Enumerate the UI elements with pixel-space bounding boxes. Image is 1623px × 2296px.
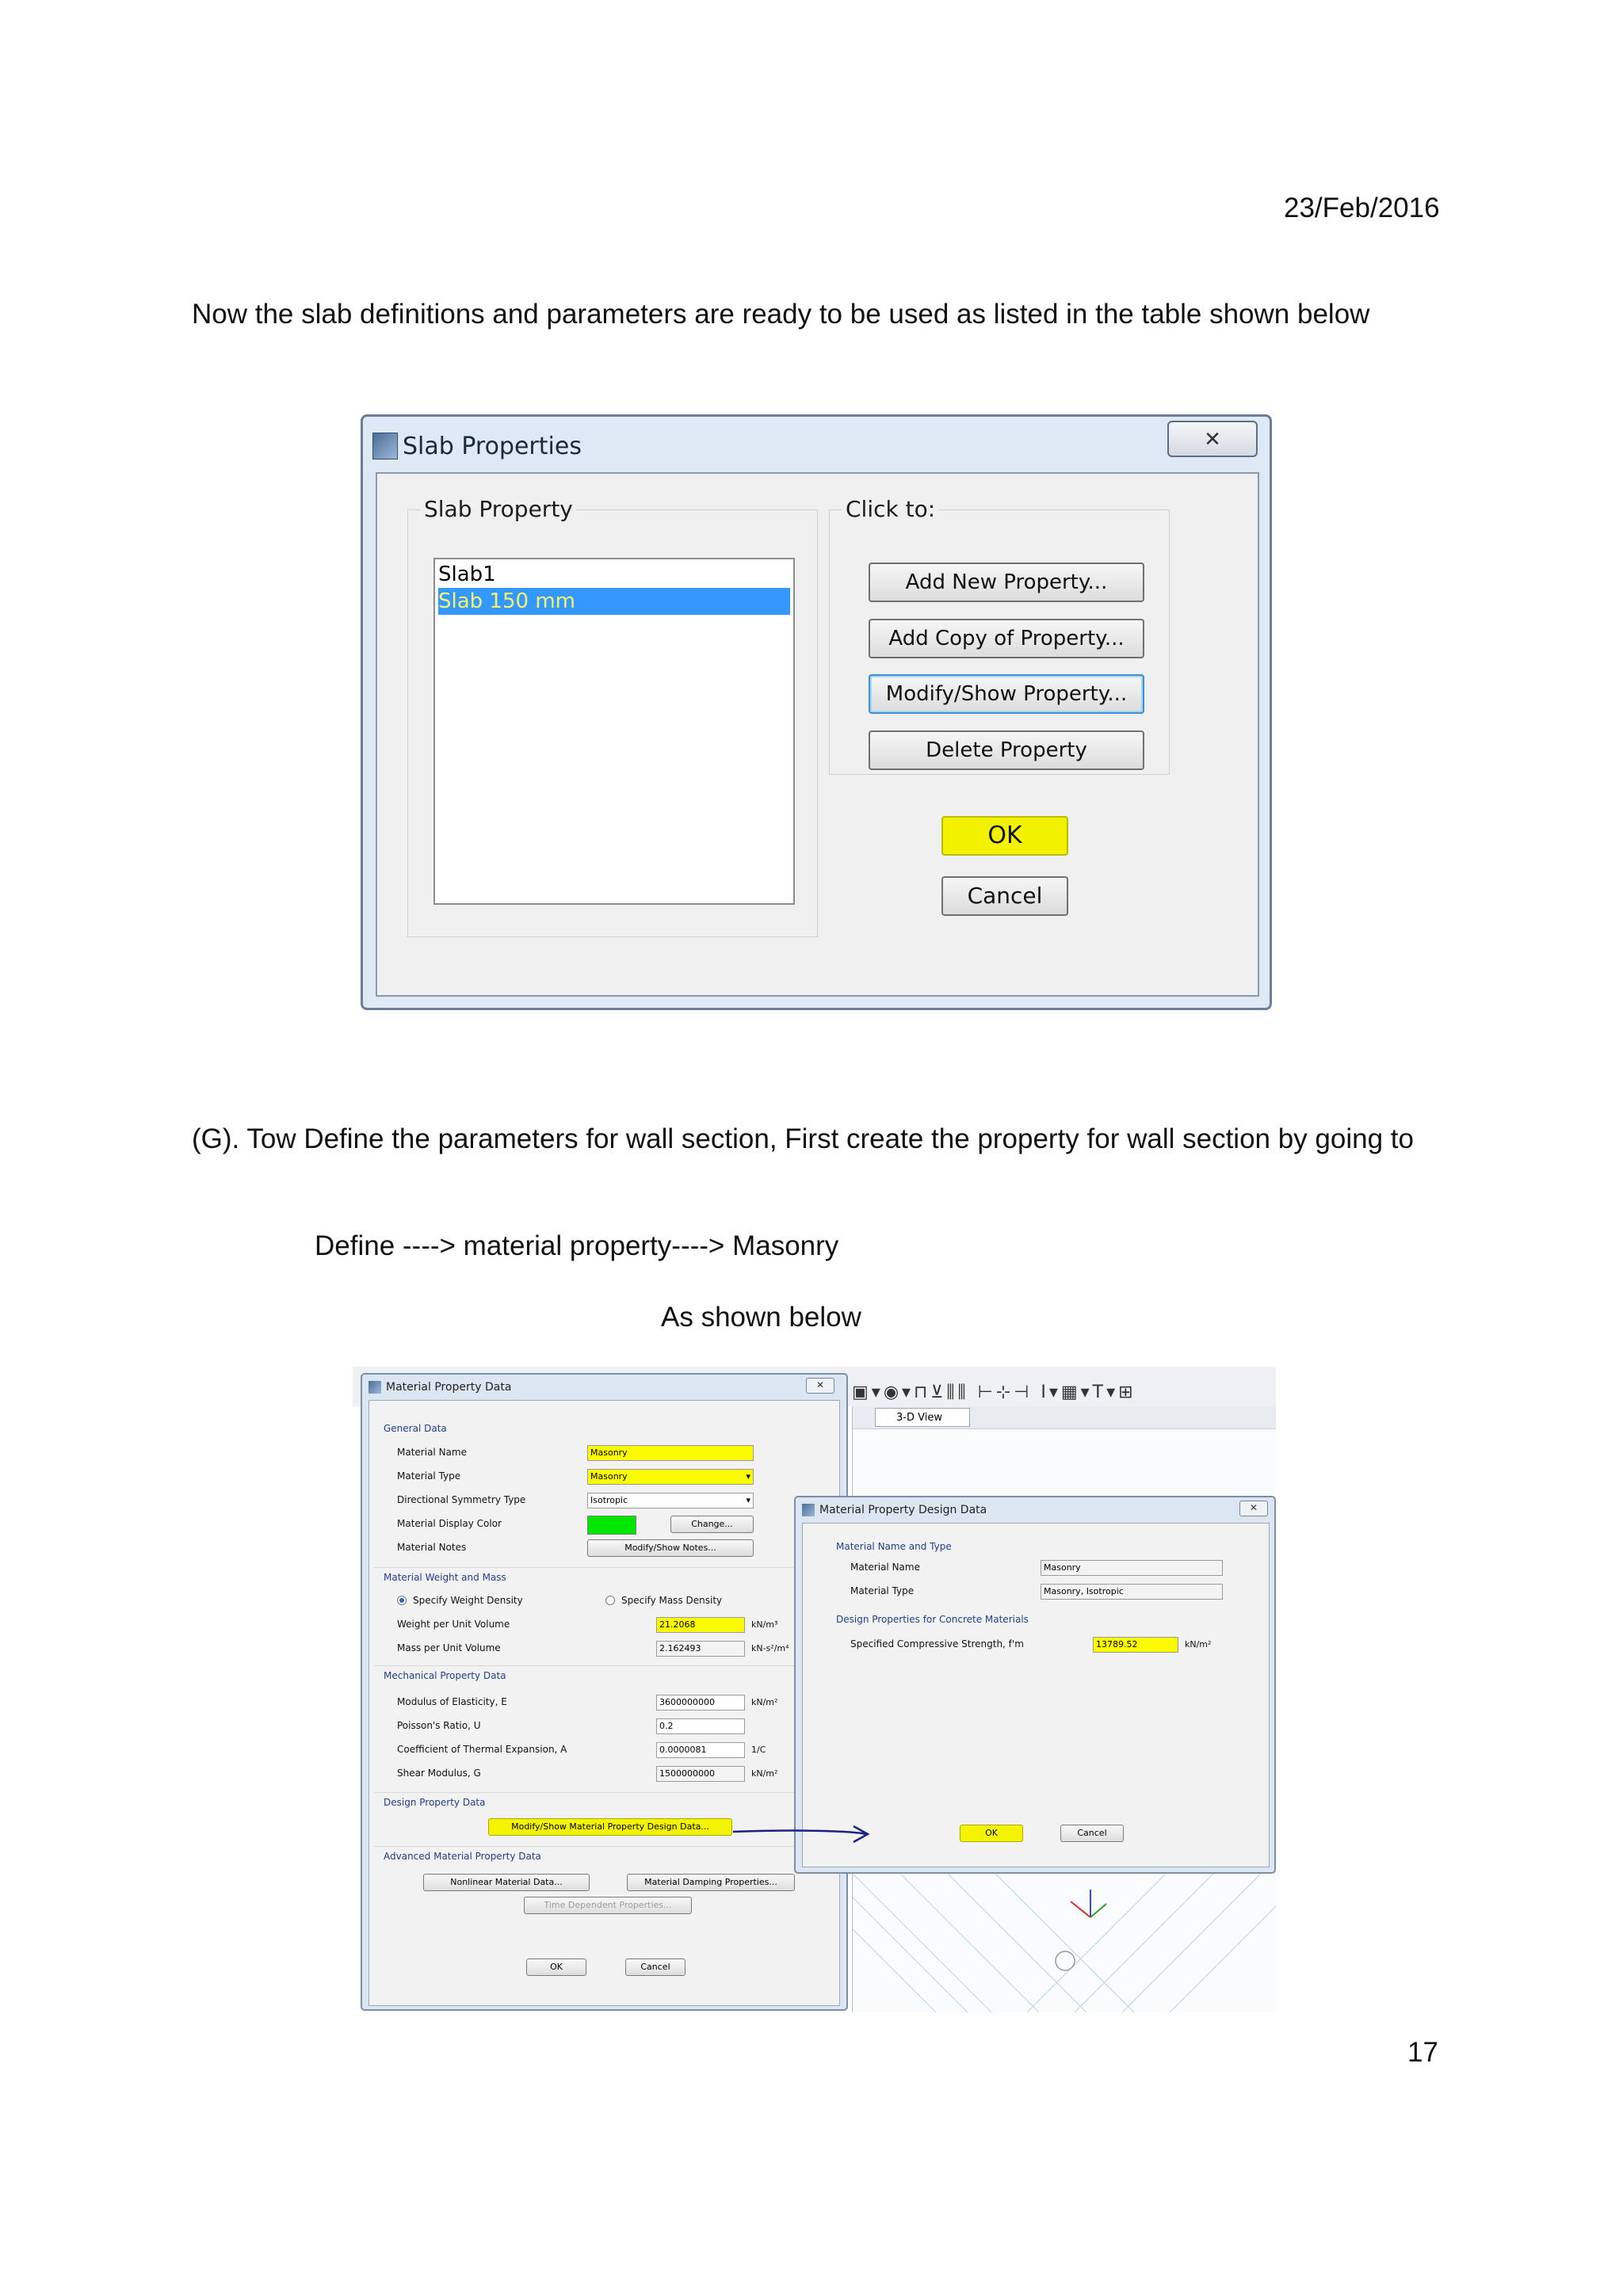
close-icon[interactable]: ✕ [1167, 421, 1258, 457]
damping-properties-button[interactable]: Material Damping Properties... [627, 1874, 795, 1891]
thermal-unit: 1/C [751, 1745, 766, 1755]
symmetry-type-select[interactable]: Isotropic ▾ [587, 1493, 754, 1508]
nonlinear-data-button[interactable]: Nonlinear Material Data... [423, 1874, 590, 1891]
advanced-data-label: Advanced Material Property Data [384, 1851, 541, 1862]
shear-modulus-field: 1500000000 [656, 1766, 745, 1782]
general-data-label: General Data [384, 1423, 447, 1434]
design-material-type-label: Material Type [850, 1585, 915, 1596]
dialog-body [802, 1523, 1270, 1867]
cancel-button[interactable]: Cancel [941, 876, 1068, 916]
window-icon [802, 1504, 815, 1516]
weight-mass-label: Material Weight and Mass [384, 1572, 506, 1583]
material-name-label: Material Name [397, 1447, 467, 1458]
dialog-title: Material Property Design Data [819, 1504, 987, 1516]
mass-per-volume-field: 2.162493 [656, 1641, 745, 1657]
material-notes-label: Material Notes [397, 1542, 467, 1553]
shear-unit: kN/m² [751, 1768, 778, 1779]
axis-icon [1071, 1890, 1106, 1917]
display-color-swatch [587, 1516, 636, 1535]
dialog-title: Material Property Data [386, 1381, 512, 1394]
poisson-field[interactable]: 0.2 [656, 1718, 745, 1734]
change-color-button[interactable]: Change... [670, 1516, 754, 1533]
divider [374, 1846, 834, 1847]
section-g-paragraph: (G). Tow Define the parameters for wall section, First create the property for wall section by going to [192, 1123, 1414, 1154]
tab-3d-view[interactable]: 3-D View [875, 1408, 970, 1427]
name-type-label: Material Name and Type [836, 1541, 952, 1552]
dialog-body [369, 1400, 840, 2006]
delete-property-button[interactable]: Delete Property [869, 730, 1144, 770]
ok-button[interactable]: OK [960, 1825, 1023, 1842]
weight-per-volume-label: Weight per Unit Volume [397, 1619, 510, 1630]
add-new-property-button[interactable]: Add New Property... [869, 563, 1144, 602]
symmetry-type-label: Directional Symmetry Type [397, 1494, 526, 1505]
material-property-screenshot [353, 1367, 1276, 2012]
list-item-slab1[interactable]: Slab1 [438, 563, 496, 586]
cancel-button[interactable]: Cancel [1060, 1825, 1124, 1842]
design-material-name-field: Masonry [1041, 1560, 1223, 1576]
slab-property-label: Slab Property [421, 496, 576, 522]
dialog-body [376, 472, 1259, 997]
cancel-button[interactable]: Cancel [625, 1958, 685, 1976]
slab-properties-dialog [361, 414, 1272, 1010]
compressive-strength-label: Specified Compressive Strength, f'm [850, 1638, 1024, 1650]
weight-density-radio[interactable] [397, 1596, 407, 1605]
mass-density-label: Specify Mass Density [621, 1595, 723, 1606]
add-copy-property-button[interactable]: Add Copy of Property... [869, 619, 1144, 658]
mechanical-data-label: Mechanical Property Data [384, 1670, 506, 1681]
ok-button[interactable]: OK [526, 1958, 586, 1976]
list-item-slab-150mm[interactable]: Slab 150 mm [438, 588, 790, 615]
mass-unit: kN-s²/m⁴ [751, 1643, 789, 1653]
slab-properties-screenshot [353, 402, 1276, 1014]
close-icon[interactable]: ✕ [806, 1378, 834, 1394]
modify-show-property-button[interactable]: Modify/Show Property... [869, 674, 1144, 714]
page-date: 23/Feb/2016 [1284, 193, 1440, 223]
divider [374, 1665, 834, 1666]
design-data-label: Design Property Data [384, 1797, 486, 1808]
slab-property-list[interactable] [433, 558, 795, 905]
display-color-label: Material Display Color [397, 1518, 502, 1529]
close-icon[interactable]: ✕ [1239, 1501, 1268, 1516]
time-dependent-button: Time Dependent Properties... [524, 1897, 692, 1914]
mass-density-radio[interactable] [605, 1596, 615, 1605]
material-type-label: Material Type [397, 1470, 461, 1482]
joint-marker [1056, 1951, 1075, 1970]
ok-button[interactable]: OK [941, 816, 1068, 856]
material-name-field[interactable]: Masonry [587, 1445, 754, 1461]
poisson-label: Poisson's Ratio, U [397, 1720, 481, 1731]
modulus-unit: kN/m² [751, 1697, 778, 1707]
material-type-select[interactable]: Masonry ▾ [587, 1469, 754, 1485]
page-number: 17 [1407, 2037, 1438, 2068]
modulus-label: Modulus of Elasticity, E [397, 1696, 507, 1707]
weight-unit: kN/m³ [751, 1619, 778, 1630]
toolbar-icons[interactable]: ▣▾◉▾⊓⊻⫼⫼ ⊢⊹⊣ I▾▦▾T▾⊞ [852, 1383, 1136, 1402]
app-icon [372, 433, 398, 460]
modulus-field[interactable]: 3600000000 [656, 1695, 745, 1711]
window-icon [369, 1381, 381, 1394]
divider [374, 1567, 834, 1568]
design-material-name-label: Material Name [850, 1562, 920, 1573]
shear-modulus-label: Shear Modulus, G [397, 1768, 481, 1779]
modify-design-data-button[interactable]: Modify/Show Material Property Design Data... [488, 1818, 732, 1836]
weight-per-volume-field[interactable]: 21.2068 [656, 1617, 745, 1633]
dialog-title: Slab Properties [403, 433, 582, 460]
compressive-strength-field[interactable]: 13789.52 [1093, 1637, 1178, 1653]
mass-per-volume-label: Mass per Unit Volume [397, 1642, 501, 1653]
concrete-design-label: Design Properties for Concrete Materials [836, 1614, 1029, 1625]
intro-paragraph: Now the slab definitions and parameters are ready to be used as listed in the table shown below [192, 299, 1370, 330]
weight-density-label: Specify Weight Density [413, 1595, 523, 1606]
material-property-data-dialog [361, 1373, 848, 2011]
menu-path-text: Define ----> material property----> Masonry [315, 1230, 839, 1261]
slab-property-group [407, 496, 818, 937]
modify-notes-button[interactable]: Modify/Show Notes... [587, 1539, 754, 1557]
material-design-data-dialog [794, 1496, 1276, 1874]
thermal-field[interactable]: 0.0000081 [656, 1742, 745, 1758]
thermal-label: Coefficient of Thermal Expansion, A [397, 1744, 567, 1755]
as-shown-text: As shown below [661, 1302, 861, 1333]
design-material-type-field: Masonry, Isotropic [1041, 1584, 1223, 1600]
click-to-label: Click to: [842, 496, 938, 522]
strength-unit: kN/m² [1185, 1639, 1212, 1650]
divider [374, 1792, 834, 1793]
